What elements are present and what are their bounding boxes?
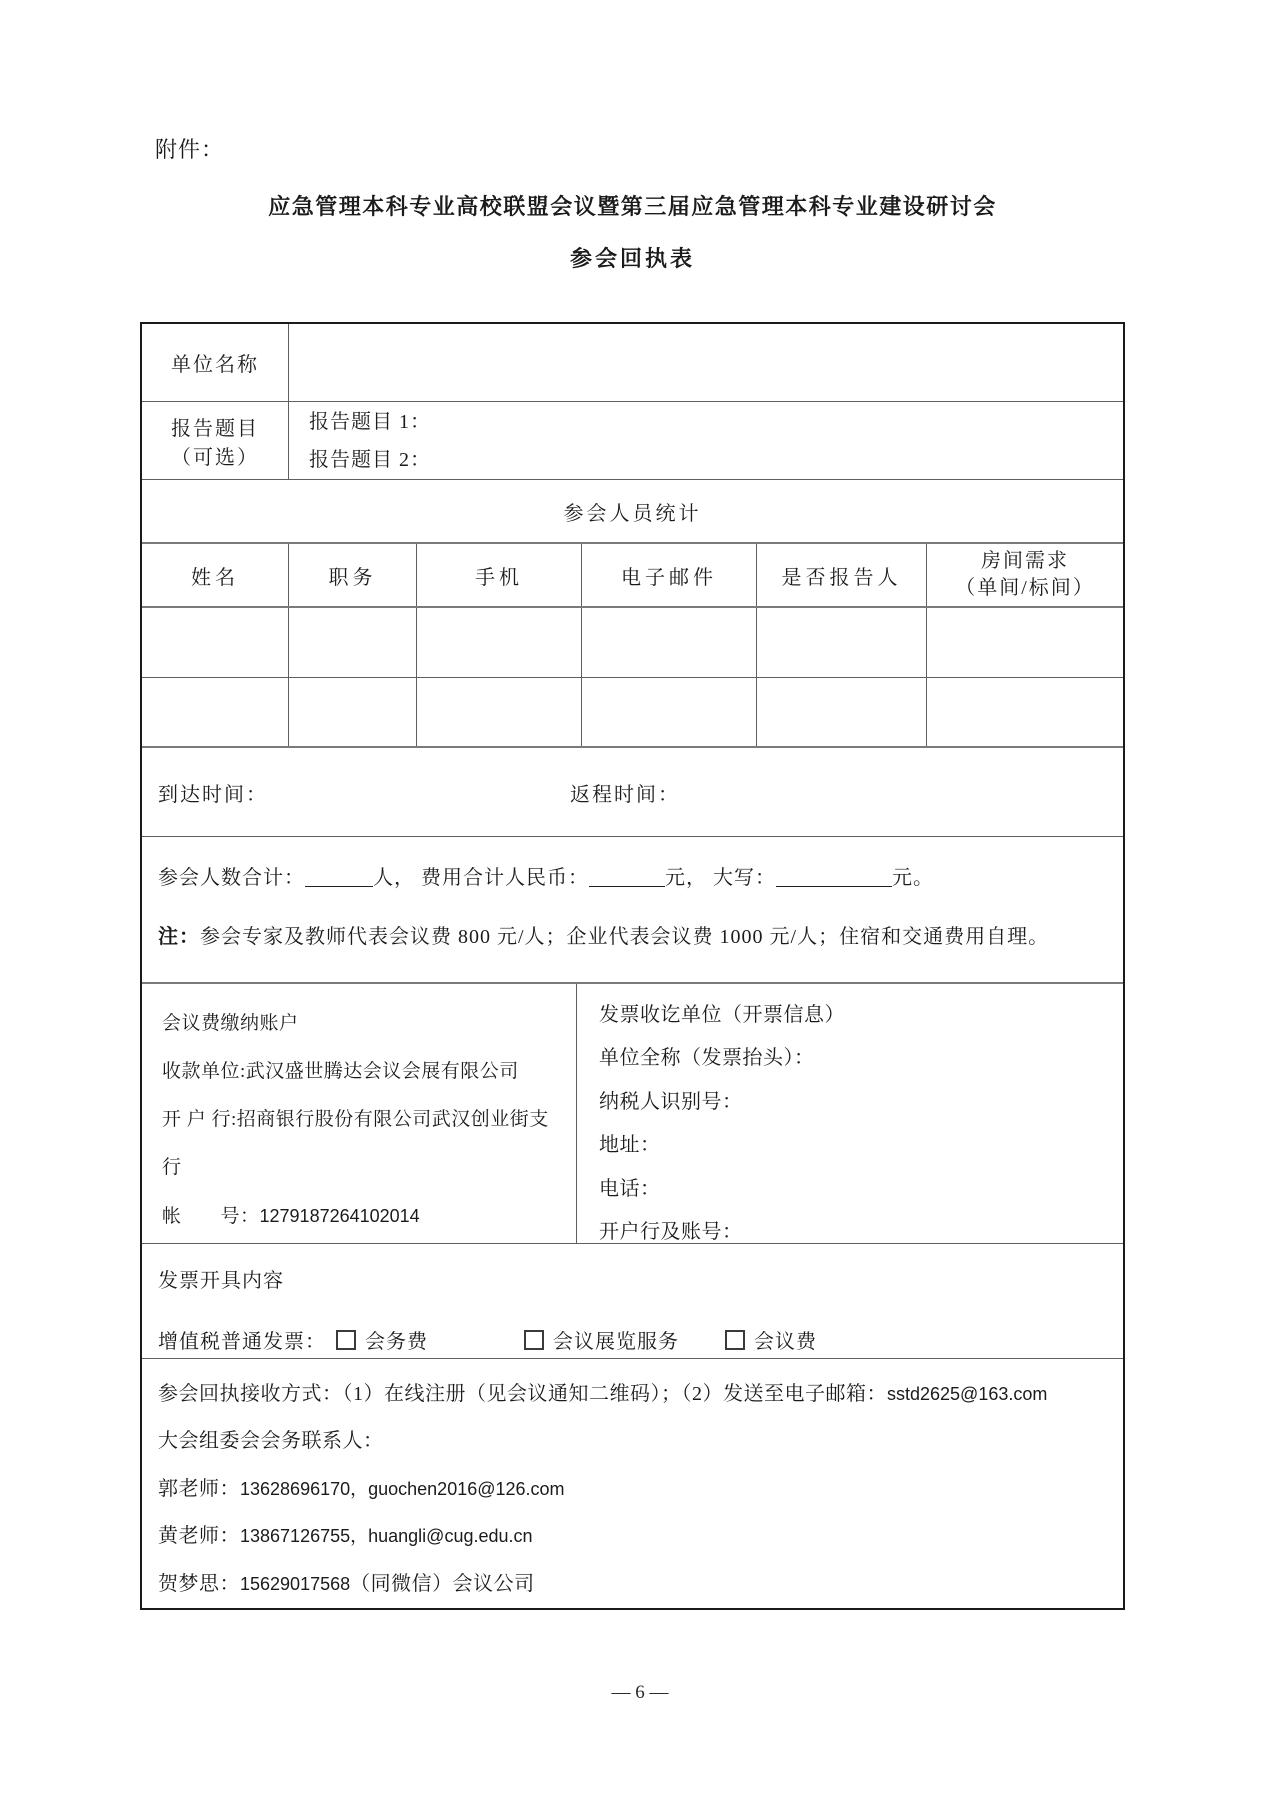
contact-he-name: 贺梦思： bbox=[158, 1572, 240, 1595]
totals-line bbox=[158, 861, 1107, 890]
contact-guo bbox=[158, 1466, 1107, 1514]
unit-name-row bbox=[142, 324, 1123, 402]
address-label[interactable]: 地址： bbox=[599, 1134, 661, 1156]
participant-input-cell[interactable] bbox=[582, 678, 757, 746]
participant-input-cell[interactable] bbox=[757, 678, 927, 746]
report-title-label-line1: 报告题目 bbox=[171, 417, 259, 440]
travel-time-cell[interactable] bbox=[142, 748, 1123, 836]
participant-input-cell[interactable] bbox=[142, 608, 289, 677]
registration-form-table bbox=[140, 322, 1125, 1610]
attachment-label: 附件： bbox=[155, 137, 225, 162]
payment-bank: 开 户 行:招商银行股份有限公司武汉创业街支行 bbox=[162, 1108, 549, 1178]
caps-amount-blank[interactable] bbox=[776, 866, 892, 887]
payment-account-number: 1279187264102014 bbox=[259, 1205, 420, 1226]
checkbox-service-fee-label: 会务费 bbox=[365, 1330, 428, 1353]
vat-invoice-label: 增值税普通发票： bbox=[158, 1330, 326, 1353]
room-header-line1: 房间需求 bbox=[981, 550, 1069, 573]
col-header-email: 电子邮件 bbox=[582, 544, 757, 605]
fee-total-blank[interactable] bbox=[589, 866, 665, 887]
contacts-label: 大会组委会会务联系人： bbox=[158, 1430, 384, 1452]
invoice-content-row bbox=[142, 1244, 1123, 1359]
payment-payee: 收款单位:武汉盛世腾达会议会展有限公司 bbox=[162, 1060, 519, 1082]
participant-input-cell[interactable] bbox=[289, 608, 417, 677]
caps-amount-label: 大写： bbox=[713, 867, 776, 890]
bank-account-label[interactable]: 开户行及账号： bbox=[599, 1221, 743, 1243]
travel-time-row bbox=[142, 748, 1123, 837]
participant-input-cell[interactable] bbox=[757, 608, 927, 677]
report-title-label bbox=[142, 402, 289, 479]
contact-he bbox=[158, 1561, 1107, 1609]
payment-account-label: 帐 号： bbox=[162, 1205, 260, 1227]
col-header-presenter: 是否报告人 bbox=[757, 544, 927, 605]
receipt-email: sstd2625@163.com bbox=[887, 1383, 1048, 1404]
receipt-method-text: 参会回执接收方式：（1）在线注册（见会议通知二维码）；（2）发送至电子邮箱： bbox=[158, 1382, 887, 1405]
checkbox-exhibition-service[interactable] bbox=[524, 1330, 544, 1350]
return-time-label: 返程时间： bbox=[570, 783, 680, 806]
receipt-method-line bbox=[158, 1371, 1107, 1419]
invoice-info-block bbox=[577, 984, 1123, 1243]
participants-section-title: 参会人员统计 bbox=[563, 502, 702, 525]
contact-huang bbox=[158, 1513, 1107, 1561]
footer-cell bbox=[142, 1359, 1123, 1609]
unit-name-input-cell[interactable] bbox=[289, 324, 1123, 401]
checkbox-service-fee[interactable] bbox=[336, 1330, 356, 1350]
participant-row-1 bbox=[142, 608, 1123, 678]
invoice-info-title: 发票收讫单位（开票信息） bbox=[599, 1003, 845, 1026]
document-title: 应急管理本科专业高校联盟会议暨第三届应急管理本科专业建设研讨会 bbox=[268, 194, 997, 219]
contact-huang-name: 黄老师： bbox=[158, 1525, 240, 1547]
report-title-row bbox=[142, 402, 1123, 480]
room-header-line2: （单间/标间） bbox=[955, 577, 1095, 600]
col-header-name: 姓名 bbox=[142, 544, 289, 605]
vat-invoice-line bbox=[158, 1325, 1107, 1354]
attendee-count-blank[interactable] bbox=[305, 866, 373, 887]
totals-row bbox=[142, 837, 1123, 983]
participant-input-cell[interactable] bbox=[927, 678, 1123, 746]
contact-he-value: 15629017568 bbox=[240, 1573, 351, 1594]
participant-input-cell[interactable] bbox=[289, 678, 417, 746]
fee-note-line bbox=[158, 920, 1107, 949]
arrival-time-label: 到达时间： bbox=[158, 783, 268, 806]
contact-guo-value: 13628696170，guochen2016@126.com bbox=[240, 1478, 565, 1499]
col-header-position: 职务 bbox=[289, 544, 417, 605]
checkbox-conference-fee-label: 会议费 bbox=[754, 1330, 817, 1353]
contact-he-suffix: （同微信）会议公司 bbox=[350, 1572, 535, 1595]
report-option-1: 报告题目 1： bbox=[309, 410, 431, 433]
invoice-content-cell bbox=[142, 1244, 1123, 1358]
payment-account-block bbox=[142, 984, 577, 1243]
col-header-room bbox=[927, 544, 1123, 605]
totals-cell bbox=[142, 837, 1123, 981]
fee-note-prefix: 注： bbox=[158, 926, 200, 949]
invoice-content-title: 发票开具内容 bbox=[158, 1269, 284, 1292]
unit-name-label: 单位名称 bbox=[142, 324, 289, 401]
attendee-count-label: 参会人数合计： bbox=[158, 867, 305, 890]
participants-section-row bbox=[142, 480, 1123, 544]
participant-input-cell[interactable] bbox=[417, 608, 582, 677]
checkbox-conference-fee[interactable] bbox=[725, 1330, 745, 1350]
payment-account-title: 会议费缴纳账户 bbox=[162, 1012, 299, 1034]
participant-row-2 bbox=[142, 678, 1123, 748]
payment-invoice-row bbox=[142, 984, 1123, 1244]
participants-header-row bbox=[142, 544, 1123, 607]
participant-input-cell[interactable] bbox=[582, 608, 757, 677]
document-subtitle: 参会回执表 bbox=[569, 246, 695, 271]
fee-total-suffix: 元， bbox=[665, 867, 713, 890]
invoice-company-label[interactable]: 单位全称（发票抬头）： bbox=[599, 1047, 815, 1069]
report-title-input-cell[interactable] bbox=[289, 402, 1123, 479]
fee-total-label: 费用合计人民币： bbox=[421, 867, 589, 890]
checkbox-exhibition-service-label: 会议展览服务 bbox=[553, 1330, 679, 1353]
phone-label[interactable]: 电话： bbox=[599, 1177, 661, 1200]
contact-huang-value: 13867126755，huangli@cug.edu.cn bbox=[240, 1526, 533, 1546]
tax-id-label[interactable]: 纳税人识别号： bbox=[599, 1090, 743, 1113]
col-header-mobile: 手机 bbox=[417, 544, 582, 605]
participant-input-cell[interactable] bbox=[417, 678, 582, 746]
payment-account-number-line bbox=[162, 1192, 556, 1241]
page-number: — 6 — bbox=[611, 1682, 669, 1703]
report-title-label-line2: （可选） bbox=[171, 446, 259, 469]
caps-amount-suffix: 元。 bbox=[892, 867, 934, 890]
fee-note-text: 参会专家及教师代表会议费 800 元/人；企业代表会议费 1000 元/人；住宿和交通费用自理。 bbox=[200, 926, 1050, 949]
contact-guo-name: 郭老师： bbox=[158, 1477, 240, 1500]
participant-input-cell[interactable] bbox=[142, 678, 289, 746]
participant-input-cell[interactable] bbox=[927, 608, 1123, 677]
footer-row bbox=[142, 1359, 1123, 1609]
report-option-2: 报告题目 2： bbox=[309, 448, 431, 471]
attendee-count-suffix: 人， bbox=[373, 867, 421, 890]
